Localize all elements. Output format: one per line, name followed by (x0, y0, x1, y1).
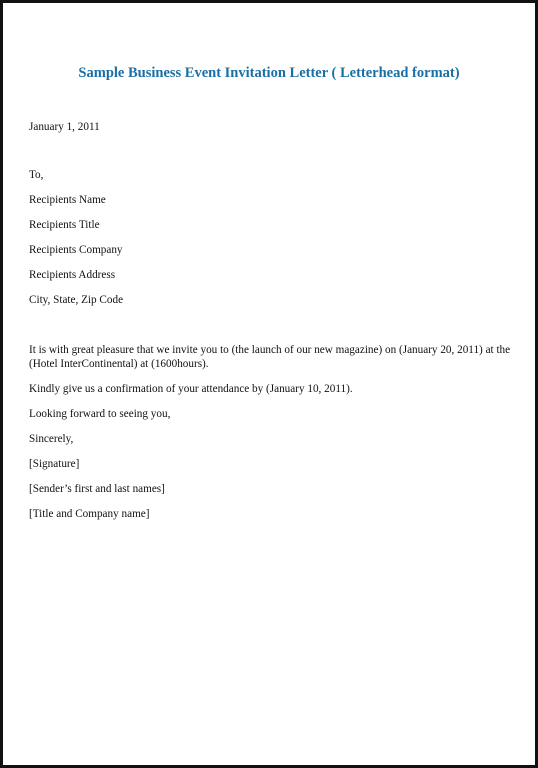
closing-line: Looking forward to seeing you, (29, 408, 171, 420)
sender-title-company: [Title and Company name] (29, 508, 150, 520)
recipient-city-state-zip: City, State, Zip Code (29, 294, 124, 306)
recipient-address: Recipients Address (29, 269, 116, 281)
signature-placeholder: [Signature] (29, 458, 80, 470)
letter-date: January 1, 2011 (29, 121, 100, 133)
recipient-title: Recipients Title (29, 219, 100, 231)
recipient-name: Recipients Name (29, 194, 106, 206)
invitation-paragraph: It is with great pleasure that we invite you to (the launch of our new magazine) on (January 20, 2011) at the (Hotel InterContinental) at (1600hours). (29, 344, 511, 370)
sender-name: [Sender’s first and last names] (29, 483, 165, 495)
recipient-company: Recipients Company (29, 244, 123, 256)
letter-title: Sample Business Event Invitation Letter ( Letterhead format) (78, 65, 460, 81)
confirmation-paragraph: Kindly give us a confirmation of your attendance by (January 10, 2011). (29, 383, 353, 395)
closing: Sincerely, (29, 433, 74, 445)
salutation: To, (29, 169, 44, 181)
